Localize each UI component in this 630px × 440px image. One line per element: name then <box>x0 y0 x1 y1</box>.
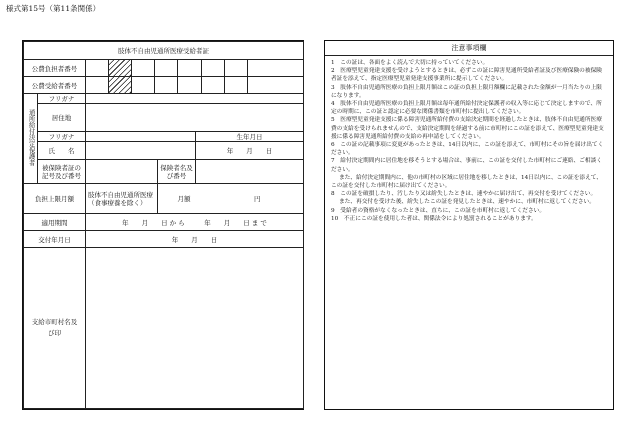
certificate-table <box>23 41 304 409</box>
payer-number-label: 公費負担者番号 <box>24 60 86 77</box>
period-label: 適用期間 <box>24 214 86 231</box>
notes-list <box>331 59 607 223</box>
limit-label: 負担上限月額 <box>24 184 86 214</box>
furigana-field-1 <box>86 94 304 104</box>
limit-yen-unit: 円 <box>254 195 261 203</box>
note-item: 10 不正にこの証を使用した者は、関係法令により処罰されることがあります。 <box>331 215 537 222</box>
note-item: また、再交付を受けた後、紛失したこの証を発見したときは、速やかに、市町村に返してください。 <box>338 199 595 206</box>
limit-amount <box>158 184 304 214</box>
municipality-field <box>86 248 304 409</box>
note-item: 4 肢体不自由児通所医療の負担上限月額は毎年通所給付決定保護者の収入等に応じて決定しますので、所定の時期に、この証と認定に必要な関係書類を市町村に提出してください。 <box>331 101 602 116</box>
note-item: 3 肢体不自由児通所医療の負担上限月額はこの証の負担上限月額欄に記載された金額が一月当たりの上限になります。 <box>331 84 602 99</box>
recipient-number-label: 公費受給者番号 <box>24 77 86 94</box>
birthdate-label: 生年月日 <box>196 132 304 142</box>
insurer-symbol-field <box>86 160 158 184</box>
issue-date-label: 交付年月日 <box>24 231 86 248</box>
note-item: 8 この証を破損したり、汚したり又は紛失したときは、速やかに届け出て、再交付を受けてください。 <box>331 191 597 198</box>
limit-month-unit: 月額 <box>177 195 191 203</box>
furigana-field-2 <box>86 132 196 142</box>
limit-item: 肢体不自由児通所医療（食事療養を除く） <box>86 184 158 214</box>
recipient-number-boxes <box>86 77 304 94</box>
note-item: また、給付決定期間内に、他の市町村の区域に居住地を移したときは、14日以内に、この証を添えて、この証を交付した市町村に届け出てください。 <box>331 174 603 190</box>
note-item: 6 この証の記載事項に変更があったときは、14日以内に、この証を添えて、市町村にその旨を届け出てください。 <box>331 142 604 157</box>
form-number: 様式第15号（第11条関係） <box>6 4 101 13</box>
municipality-label: 支給市町村名及び印 <box>24 248 86 409</box>
insurer-symbol-label: 被保険者証の記号及び番号 <box>38 160 86 184</box>
address-field <box>86 104 304 132</box>
name-label: 氏 名 <box>38 142 86 160</box>
note-item: 2 医療型児童発達支援を受けようとするときは、必ずこの証に障害児通所受給者証及び医療保険の被保険者証を添えて、指定医療型児童発達支援事業所に提示してください。 <box>331 68 602 83</box>
birthdate-value: 年 月 日 <box>196 142 304 160</box>
note-item: 5 医療型児童発達支援に係る障害児通所給付費の支給決定期間を経過したときは、肢体不自由児通所医療費の支給を受けられませんので、支給決定期間を経過する前に市町村にこの証を添えて、医療型児童発達支援に係る障害児通所給付費の支給の再申請をしてください。 <box>331 117 604 140</box>
furigana-label-2: フリガナ <box>38 132 86 142</box>
certificate-title: 肢体不自由児通所医療受給者証 <box>24 42 304 60</box>
issue-date-value: 年 月 日 <box>86 231 304 248</box>
furigana-label-1: フリガナ <box>38 94 86 104</box>
period-value: 年 月 日 か ら 年 月 日 ま で <box>86 214 304 231</box>
notes-panel <box>324 40 614 410</box>
note-item: 7 給付決定期間内に居住地を移そうとする場合は、事前に、この証を交付した市町村にご連絡、ご相談ください。 <box>331 158 602 173</box>
recipient-certificate <box>22 40 304 410</box>
guardian-section-label: 通所給付決定保護者 <box>24 94 38 184</box>
address-label: 居住地 <box>38 104 86 132</box>
note-item: 1 この証は、各面をよく読んで大切に持っていてください。 <box>331 60 489 66</box>
payer-number-boxes <box>86 60 304 77</box>
insurer-name-label: 保険者名及び番号 <box>158 160 196 184</box>
notes-title: 注意事項欄 <box>325 41 613 56</box>
name-field <box>86 142 196 160</box>
note-item: 9 受給者の資格がなくなったときは、直ちに、この証を市町村に返してください。 <box>331 207 546 214</box>
insurer-name-field <box>196 160 304 184</box>
